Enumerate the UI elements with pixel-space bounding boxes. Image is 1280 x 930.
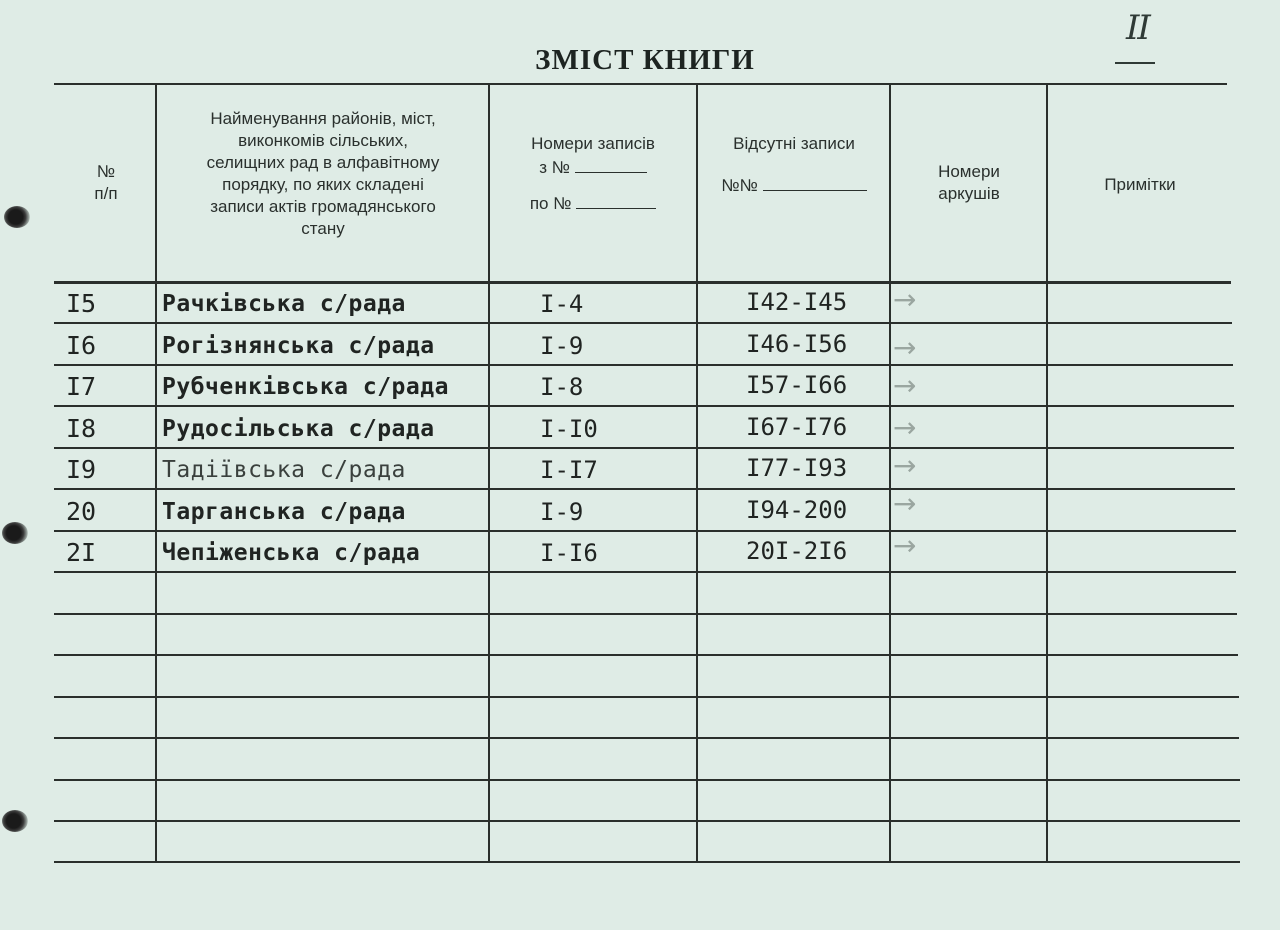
table-bottom-border [54,861,1240,863]
missing-range: I94-200 [746,496,848,524]
arrow-icon: → [893,411,917,444]
row-number: I6 [66,331,97,360]
row-number: I7 [66,372,97,401]
arrow-icon: → [893,449,917,482]
column-divider [488,84,490,863]
missing-range: I67-I76 [746,413,848,441]
header-name: Найменування районів, міст, виконкомів сільських, селищних рад в алфавітному порядку, по яких складені записи актів громадянського стану [206,109,440,238]
row-divider [54,820,1240,822]
row-number: 20 [66,497,97,526]
council-name: Рубченківська с/рада [162,374,449,400]
missing-range: 20I-2I6 [746,537,848,565]
arrow-icon: → [893,487,917,520]
table-top-border [54,83,1227,85]
records-range: I-9 [540,498,584,526]
council-name: Рудосільська с/рада [162,416,435,442]
records-range: I-I0 [540,415,598,443]
arrow-icon: → [893,331,917,364]
row-number: I8 [66,414,97,443]
row-divider [54,613,1237,615]
header-notes: Примітки [1104,175,1176,194]
missing-range: I46-I56 [746,330,848,358]
binder-hole [2,522,28,544]
council-name: Тарганська с/рада [162,499,406,525]
council-name: Тадіївська с/рада [162,457,406,483]
records-range: I-4 [540,290,584,318]
records-range: I-I6 [540,539,598,567]
council-name: Чепіженська с/рада [162,540,421,566]
column-divider [889,84,891,863]
binder-hole [2,810,28,832]
row-divider [54,654,1238,656]
column-divider [155,84,157,863]
row-number: I9 [66,455,97,484]
row-divider [54,779,1240,781]
column-divider [696,84,698,863]
row-number: 2I [66,538,97,567]
arrow-icon: → [893,283,917,316]
row-number: I5 [66,289,97,318]
missing-range: I42-I45 [746,288,848,316]
missing-range: I57-I66 [746,371,848,399]
row-divider [54,696,1239,698]
records-range: I-9 [540,332,584,360]
column-divider [1046,84,1048,863]
council-name: Рачківська с/рада [162,291,406,317]
header-records: Номери записів з № по № [529,134,655,213]
arrow-icon: → [893,369,917,402]
header-no: № п/п [94,162,118,203]
header-missing: Відсутні записи №№ [700,133,888,197]
row-divider [54,737,1239,739]
binder-hole [4,206,30,228]
records-range: I-8 [540,373,584,401]
missing-range: I77-I93 [746,454,848,482]
page-number: II [1126,8,1149,48]
records-range: I-I7 [540,456,598,484]
arrow-icon: → [893,529,917,562]
header-sheets: Номери аркушів [938,162,1000,203]
page-title: ЗМІСТ КНИГИ [535,44,755,76]
council-name: Рогізнянська с/рада [162,333,435,359]
